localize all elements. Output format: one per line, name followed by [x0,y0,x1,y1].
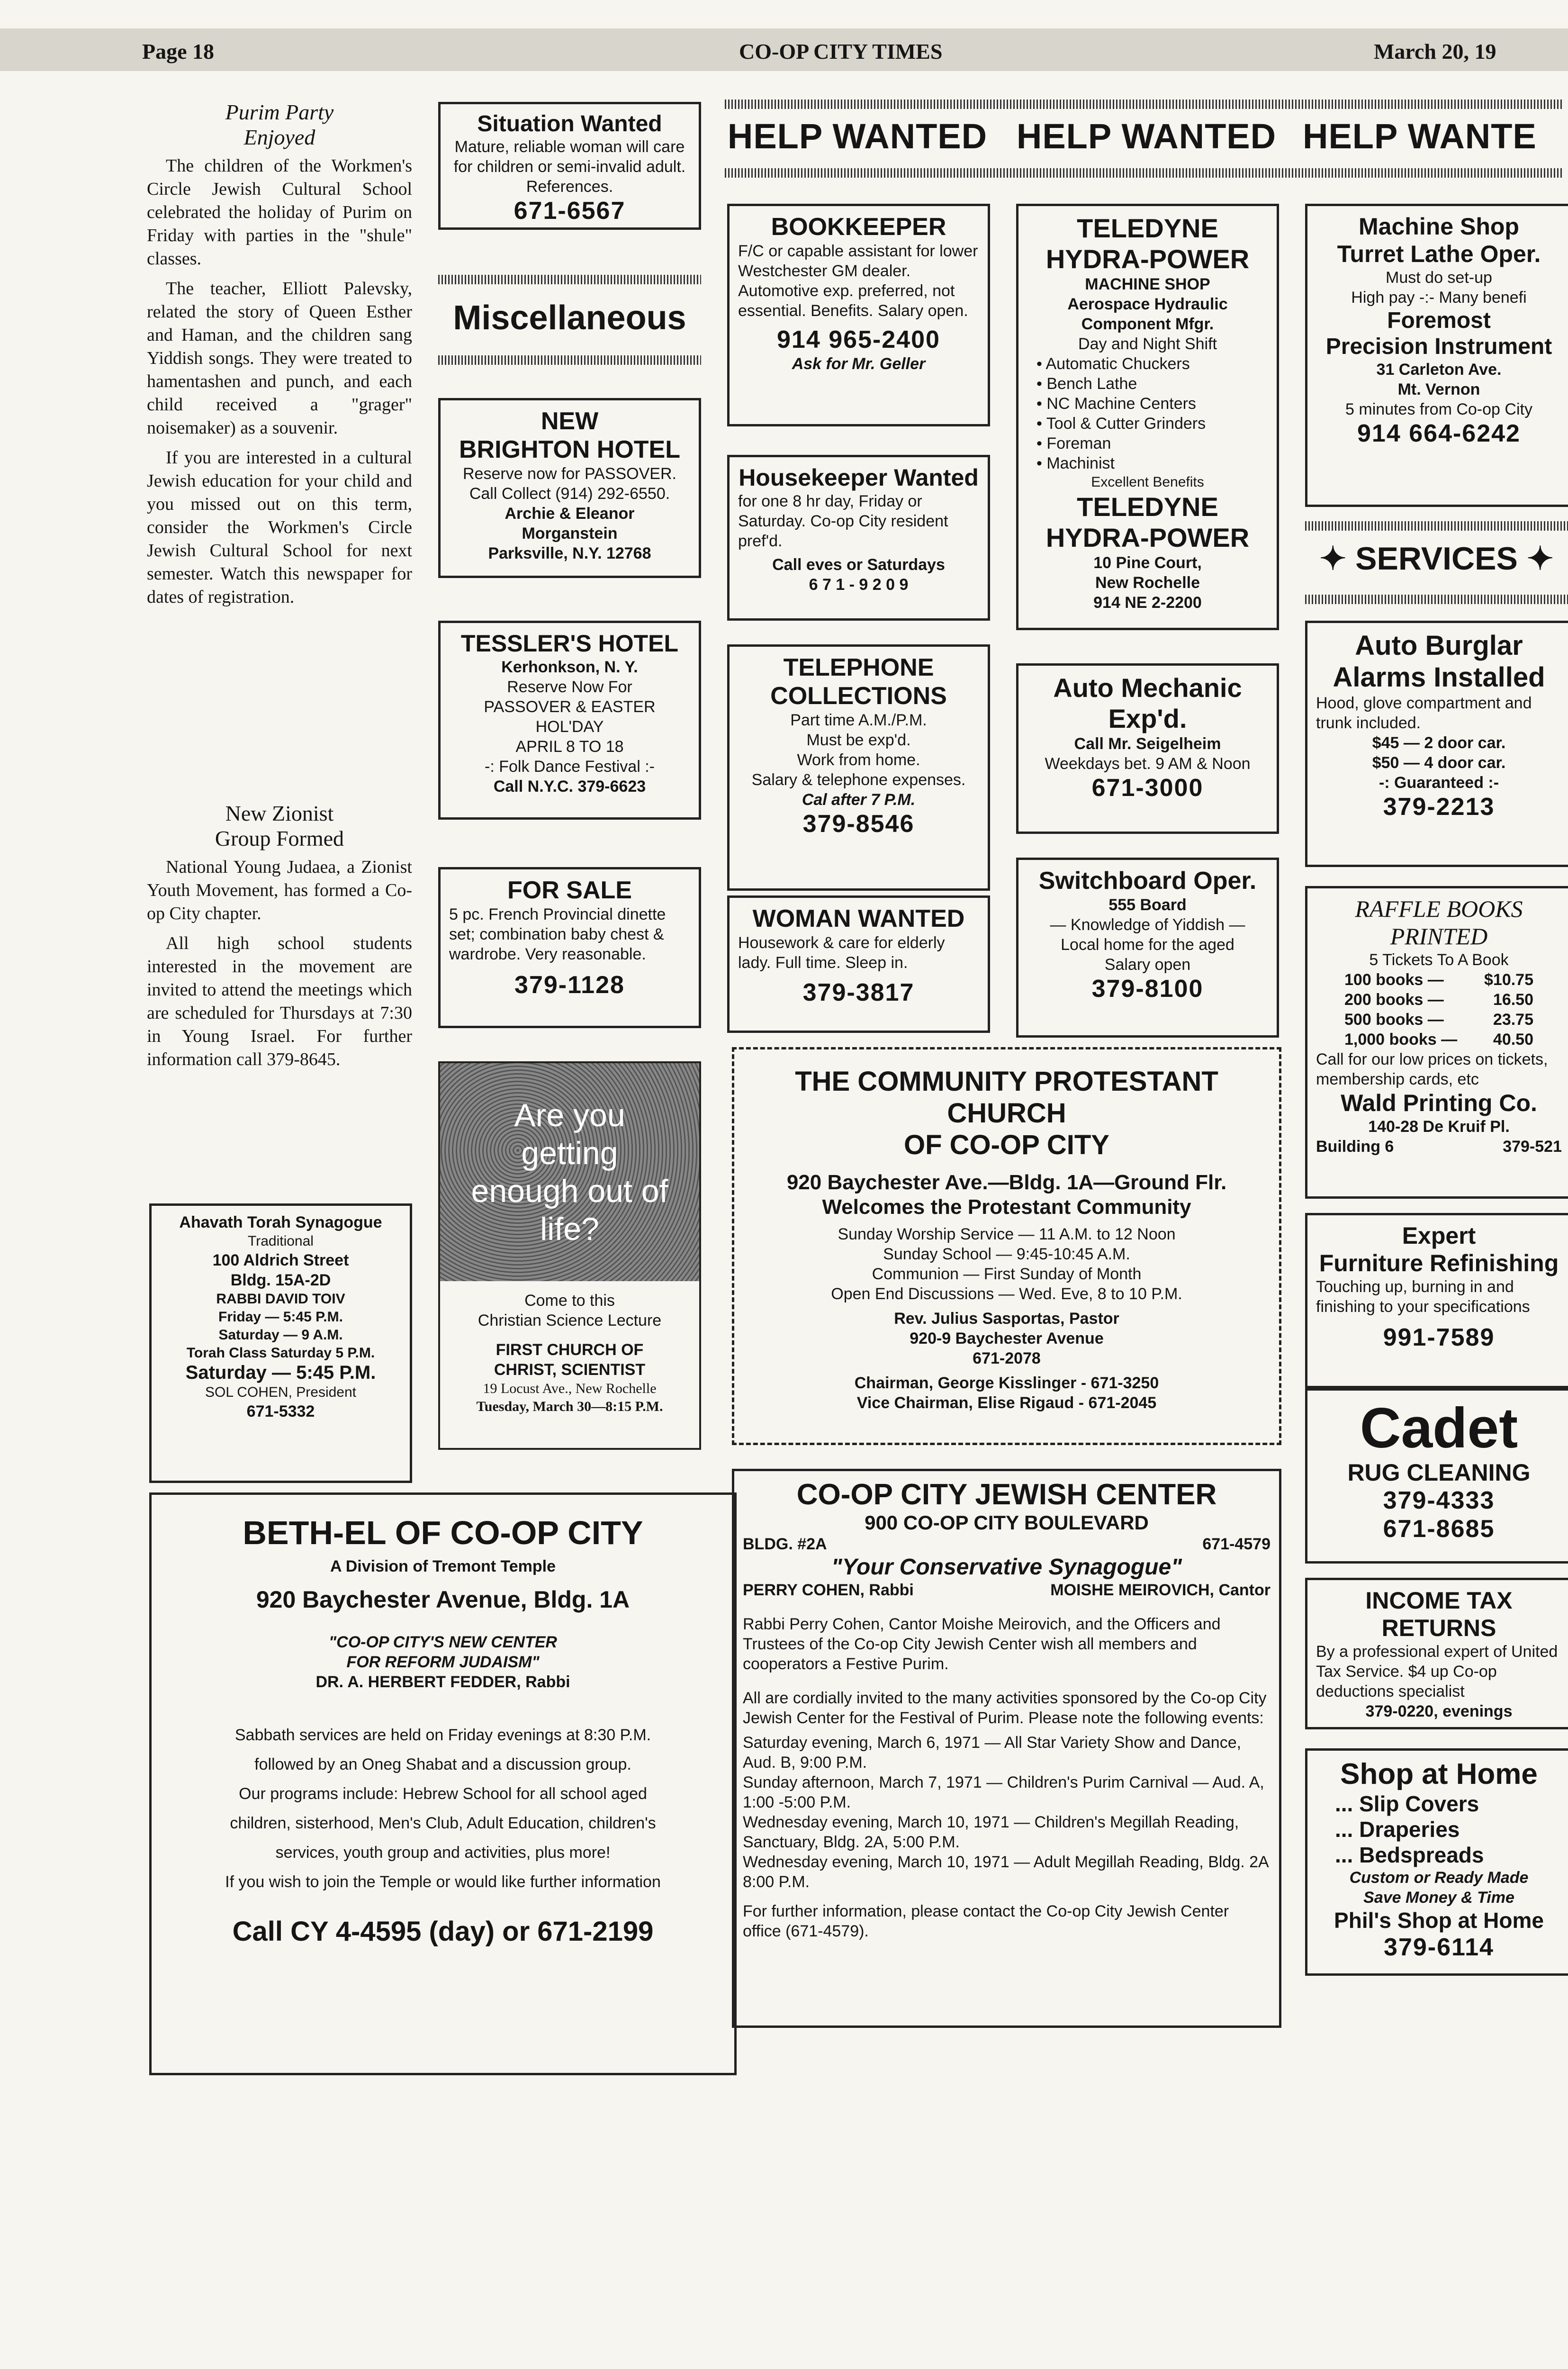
price-row [1316,970,1562,990]
telephone-phone: 379-8546 [802,810,915,838]
price-label: 500 books — [1344,1011,1444,1029]
beth-el-text: Sabbath services are held on Friday evenings at 8:30 P.M. [234,1726,651,1744]
newspaper-name: CO-OP CITY TIMES [739,39,943,63]
science-address: 19 Locust Ave., New Rochelle [483,1381,657,1396]
zionist-paragraph: National Young Judaea, a Zionist Youth Movement, has formed a Co-op City chapter. [147,857,412,923]
teledyne-shift: Day and Night Shift [1078,335,1217,353]
church-welcome: Welcomes the Protestant Community [822,1195,1191,1219]
bookkeeper-title: BOOKKEEPER [771,213,946,241]
mechanic-title: Auto Mechanic [1053,673,1242,703]
raffle-sub: 5 Tickets To A Book [1369,951,1509,969]
help-wanted-heading: HELP WANTE [1303,117,1537,156]
saturday-evening-service: Saturday — 5:45 P.M. [185,1362,376,1383]
situation-wanted-ad [438,102,701,230]
price-row [1316,1010,1562,1030]
jcc-clergy-row [743,1580,1271,1600]
church-chairman: Chairman, George Kisslinger - 671-3250 [854,1374,1159,1392]
church-pastor-phone: 671-2078 [973,1349,1041,1367]
raffle-address: 140-28 De Kruif Pl. [1368,1118,1510,1136]
machine-address: Mt. Vernon [1397,380,1480,398]
machine-title: Turret Lathe Oper. [1337,241,1541,267]
jcc-building-row [743,1534,1271,1554]
brighton-owner: Archie & Eleanor [505,505,635,523]
cadet-phone: 671-8685 [1383,1515,1495,1543]
miscellaneous-heading: Miscellaneous [453,299,686,337]
shop-phone: 379-6114 [1384,1934,1494,1961]
teledyne-title: TELEDYNE [1077,492,1218,522]
services-heading: ✦ SERVICES ✦ [1319,541,1554,577]
telephone-collections-ad [727,644,990,891]
shop-name: Phil's Shop at Home [1334,1908,1544,1933]
telephone-line: Work from home. [797,751,920,769]
furniture-ad [1305,1213,1568,1388]
science-church: FIRST CHURCH OF [496,1341,644,1359]
tax-text: By a professional expert of United Tax Service. $4 up Co-op deductions specialist [1316,1643,1558,1700]
shop-line: Save Money & Time [1363,1889,1514,1907]
cadet-phone: 379-4333 [1383,1487,1495,1514]
brighton-owner: Morganstein [522,524,618,543]
help-wanted-heading: HELP WANTED [727,117,988,156]
tessler-name: TESSLER'S HOTEL [460,630,679,657]
price-row [1316,990,1562,1010]
machine-address: 31 Carleton Ave. [1376,361,1502,379]
switchboard-ad [1016,858,1279,1038]
jcc-event: Wednesday evening, March 10, 1971 — Adult Megillah Reading, Bldg. 2A 8:00 P.M. [743,1853,1268,1891]
tessler-line: APRIL 8 TO 18 [515,738,624,756]
switchboard-title: Switchboard Oper. [1038,867,1257,895]
price-value: $10.75 [1484,971,1533,989]
tessler-phone: Call N.Y.C. 379-6623 [493,778,646,796]
housekeeper-call: Call eves or Saturdays [772,556,945,574]
machine-shop-ad [1305,204,1568,507]
brighton-town: Parksville, N.Y. 12768 [488,544,651,562]
raffle-building-row [1316,1137,1562,1157]
woman-phone: 379-3817 [802,979,915,1006]
divider [1305,521,1568,531]
raffle-company: Wald Printing Co. [1341,1090,1537,1116]
auto-mechanic-ad [1016,663,1279,834]
telephone-line: Must be exp'd. [806,731,911,749]
shop-item: ... Slip Covers [1335,1791,1479,1816]
church-schedule: Sunday Worship Service — 11 A.M. to 12 Noon [838,1225,1176,1243]
tessler-line: PASSOVER & EASTER [484,698,656,716]
purim-paragraph: The teacher, Elliott Palevsky, related the story of Queen Esther and Haman, and the children sang Yiddish songs. They were treated to hamentashen and punch, and each child received a "grager" noisemaker) as a souvenir. [147,279,412,438]
mechanic-hours: Weekdays bet. 9 AM & Noon [1045,755,1251,773]
teledyne-benefits: Excellent Benefits [1091,474,1204,490]
switchboard-board: 555 Board [1108,896,1187,914]
zionist-title-2: Group Formed [215,826,344,850]
telephone-line: Part time A.M./P.M. [790,711,927,729]
housekeeper-text: for one 8 hr day, Friday or Saturday. Co-op City resident pref'd. [738,492,948,550]
beth-el-ad [149,1492,737,2075]
switchboard-line: — Knowledge of Yiddish — [1050,916,1245,934]
machine-title: Machine Shop [1359,213,1519,240]
shop-title: Shop at Home [1340,1758,1538,1790]
teledyne-address: New Rochelle [1095,574,1200,592]
jcc-event: Wednesday evening, March 10, 1971 — Children's Megillah Reading, Sanctuary, Bldg. 2A, 5:00 P.M. [743,1813,1239,1851]
machine-line: 5 minutes from Co-op City [1345,400,1532,418]
teledyne-title: HYDRA-POWER [1045,244,1250,274]
beth-el-text: If you wish to join the Temple or would like further information [225,1873,661,1891]
list-item: • Automatic Chuckers [1036,354,1268,374]
woman-text: Housework & care for elderly lady. Full time. Sleep in. [738,934,945,972]
synagogue-president: SOL COHEN, President [205,1384,356,1400]
raffle-title: PRINTED [1390,923,1488,949]
price-value: 16.50 [1493,991,1533,1009]
purim-title-2: Enjoyed [243,125,315,149]
church-title: THE COMMUNITY PROTESTANT CHURCH [795,1066,1218,1129]
zionist-paragraph: All high school students interested in the movement are invited to attend the meetings which are scheduled for Thursdays at 7:30 in Young Israel. For further information call 379-8645. [147,933,412,1069]
burglar-rate: $45 — 2 door car. [1372,734,1506,752]
divider [438,275,701,284]
machine-line: Must do set-up [1386,269,1492,287]
list-item: • Tool & Cutter Grinders [1036,414,1268,434]
machine-phone: 914 664-6242 [1357,420,1521,447]
church-pastor: Rev. Julius Sasportas, Pastor [894,1310,1119,1328]
list-item: • Bench Lathe [1036,374,1268,394]
jcc-address: 900 CO-OP CITY BOULEVARD [865,1511,1149,1534]
situation-phone: 671-6567 [514,197,626,225]
shop-item: ... Bedspreads [1335,1843,1484,1867]
purim-title-1: Purim Party [225,100,334,124]
saturday-service: Saturday — 9 A.M. [218,1327,343,1343]
telephone-title: COLLECTIONS [770,682,947,710]
beth-el-center: FOR REFORM JUDAISM" [346,1653,540,1671]
page-number: Page 18 [142,39,215,63]
help-wanted-heading: HELP WANTED [1016,117,1277,156]
beth-el-text: followed by an Oneg Shabat and a discussion group. [254,1755,631,1773]
teledyne-address: 10 Pine Court, [1093,554,1202,572]
church-schedule: Sunday School — 9:45-10:45 A.M. [883,1245,1130,1263]
cadet-name: Cadet [1360,1396,1518,1460]
teledyne-ad [1016,204,1279,630]
tessler-line: HOL'DAY [535,718,604,736]
shop-item: ... Draperies [1335,1817,1460,1842]
burglar-rate: $50 — 4 door car. [1372,754,1506,772]
science-headline: Are you getting enough out of life? [471,1097,668,1247]
church-address: 920 Baychester Ave.—Bldg. 1A—Ground Flr. [786,1171,1227,1194]
telephone-line: Salary & telephone expenses. [751,771,966,789]
protestant-church-ad [732,1047,1281,1445]
income-tax-ad [1305,1578,1568,1729]
science-church: CHRIST, SCIENTIST [494,1361,646,1379]
tax-phone: 379-0220, evenings [1365,1702,1513,1720]
divider [725,168,1563,178]
price-label: 100 books — [1344,971,1444,989]
list-item: • Foreman [1036,434,1268,453]
jcc-paragraph: For further information, please contact the Co-op City Jewish Center office (671-4579). [743,1902,1229,1940]
jcc-tagline: "Your Conservative Synagogue" [831,1555,1182,1580]
science-lecture: Christian Science Lecture [478,1311,662,1329]
beth-el-rabbi: DR. A. HERBERT FEDDER, Rabbi [315,1673,570,1691]
teledyne-positions [1036,354,1268,473]
beth-el-center: "CO-OP CITY'S NEW CENTER [329,1633,557,1651]
raffle-call: Call for our low prices on tickets, membership cards, etc [1316,1050,1548,1088]
teledyne-title: HYDRA-POWER [1045,523,1250,552]
raffle-phone: 379-521 [1503,1138,1562,1156]
torah-class: Torah Class Saturday 5 P.M. [186,1345,375,1361]
situation-title: Situation Wanted [477,111,662,136]
bookkeeper-text: F/C or capable assistant for lower Westchester GM dealer. Automotive exp. preferred, not essential. Benefits. Salary open. [738,242,978,320]
price-row [1316,1030,1562,1049]
for-sale-phone: 379-1128 [514,971,625,999]
science-date: Tuesday, March 30—8:15 P.M. [476,1399,663,1414]
tessler-hotel-ad [438,621,701,820]
teledyne-phone: 914 NE 2-2200 [1093,594,1202,612]
furniture-phone: 991-7589 [1383,1324,1495,1351]
mechanic-phone: 671-3000 [1091,774,1204,802]
housekeeper-title: Housekeeper Wanted [739,464,979,491]
bookkeeper-contact: Ask for Mr. Geller [792,355,926,373]
divider [438,355,701,365]
brighton-new: NEW [541,407,599,435]
jcc-paragraph: All are cordially invited to the many activities sponsored by the Co-op City Jewish Center for the Festival of Purim. Please note the following events: [743,1689,1267,1727]
housekeeper-phone: 6 7 1 - 9 2 0 9 [809,576,909,594]
jcc-event: Saturday evening, March 6, 1971 — All Star Variety Show and Dance, Aud. B, 9:00 P.M. [743,1734,1242,1772]
list-item: • Machinist [1036,453,1268,473]
bookkeeper-phone: 914 965-2400 [777,326,940,353]
beth-el-phone: Call CY 4-4595 (day) or 671-2199 [232,1916,654,1947]
telephone-title: TELEPHONE [783,654,934,681]
teledyne-line: Aerospace Hydraulic [1067,295,1228,313]
teledyne-shop: MACHINE SHOP [1085,275,1210,293]
teledyne-line: Component Mfgr. [1081,315,1214,333]
divider [725,99,1563,109]
tax-title: RETURNS [1381,1615,1496,1641]
church-vice-chairman: Vice Chairman, Elise Rigaud - 671-2045 [856,1394,1157,1412]
shop-at-home-ad [1305,1748,1568,1976]
synagogue-address: 100 Aldrich Street [212,1251,349,1269]
synagogue-rabbi: RABBI DAVID TOIV [216,1291,345,1307]
purim-article [147,99,412,609]
mechanic-title: Exp'd. [1108,704,1187,733]
for-sale-title: FOR SALE [507,877,632,904]
shop-line: Custom or Ready Made [1349,1869,1529,1887]
purim-paragraph: If you are interested in a cultural Jewish education for your child and you missed out on this term, consider the Workmen's Circle Jewish Cultural School for next semester. Watch this newspaper for dates of registration. [147,448,412,607]
list-item: • NC Machine Centers [1036,394,1268,414]
photo-panel [440,1063,699,1281]
for-sale-ad [438,867,701,1028]
church-title: OF CO-OP CITY [904,1130,1109,1160]
beth-el-text: children, sisterhood, Men's Club, Adult Education, children's [230,1814,656,1832]
teledyne-title: TELEDYNE [1077,213,1218,243]
price-value: 40.50 [1493,1031,1533,1049]
tessler-line: -: Folk Dance Festival :- [485,758,655,776]
synagogue-building: Bldg. 15A-2D [230,1271,331,1289]
beth-el-text: Our programs include: Hebrew School for all school aged [239,1785,647,1803]
church-pastor-address: 920-9 Baychester Avenue [910,1329,1104,1347]
burglar-guarantee: -: Guaranteed :- [1379,774,1499,792]
synagogue-phone: 671-5332 [246,1402,315,1420]
furniture-text: Touching up, burning in and finishing to your specifications [1316,1278,1530,1316]
jewish-center-ad [732,1469,1281,2028]
burglar-alarm-ad [1305,621,1568,867]
brighton-hotel-ad [438,398,701,578]
tax-title: INCOME TAX [1365,1587,1513,1614]
cadet-sub: RUG CLEANING [1347,1459,1531,1486]
machine-company: Precision Instrument [1325,334,1552,359]
jcc-phone: 671-4579 [1202,1535,1271,1553]
burglar-title: Alarms Installed [1333,662,1545,693]
beth-el-text: services, youth group and activities, plus more! [275,1844,611,1862]
science-come: Come to this [524,1292,615,1310]
issue-date: March 20, 19 [1374,39,1496,63]
switchboard-phone: 379-8100 [1091,975,1204,1003]
beth-el-division: A Division of Tremont Temple [330,1557,556,1575]
telephone-call: Cal after 7 P.M. [802,791,916,809]
church-schedule: Open End Discussions — Wed. Eve, 8 to 10 P.M. [831,1285,1182,1303]
situation-text: Mature, reliable woman will care for children or semi-invalid adult. References. [453,138,686,196]
synagogue-name: Ahavath Torah Synagogue [179,1213,382,1231]
zionist-article [147,801,412,1071]
ahavath-torah-ad [149,1203,412,1483]
church-schedule: Communion — First Sunday of Month [872,1265,1142,1283]
bookkeeper-ad [727,204,990,426]
burglar-phone: 379-2213 [1383,793,1495,821]
price-label: 200 books — [1344,991,1444,1009]
cadet-ad [1305,1388,1568,1564]
burglar-title: Auto Burglar [1355,630,1523,661]
synagogue-type: Traditional [248,1233,314,1249]
machine-company: Foremost [1387,308,1491,333]
jcc-building: BLDG. #2A [743,1535,827,1553]
burglar-text: Hood, glove compartment and trunk included. [1316,694,1532,732]
woman-wanted-ad [727,895,990,1033]
beth-el-address: 920 Baychester Avenue, Bldg. 1A [256,1586,630,1613]
tessler-line: Reserve Now For [507,678,632,696]
brighton-line: Call Collect (914) 292-6550. [469,485,670,503]
jcc-title: CO-OP CITY JEWISH CENTER [796,1478,1217,1511]
price-value: 23.75 [1493,1011,1533,1029]
jcc-rabbi: PERRY COHEN, Rabbi [743,1581,914,1599]
friday-service: Friday — 5:45 P.M. [218,1309,343,1325]
raffle-title: RAFFLE BOOKS [1355,895,1523,922]
woman-title: WOMAN WANTED [752,905,965,932]
tessler-town: Kerhonkson, N. Y. [501,658,638,676]
brighton-name: BRIGHTON HOTEL [459,436,681,463]
jcc-cantor: MOISHE MEIROVICH, Cantor [1050,1581,1271,1599]
furniture-title: Furniture Refinishing [1319,1250,1559,1276]
mechanic-call: Call Mr. Seigelheim [1074,735,1221,753]
switchboard-line: Local home for the aged [1061,936,1235,954]
raffle-books-ad [1305,886,1568,1199]
purim-paragraph: The children of the Workmen's Circle Jewish Cultural School celebrated the holiday of Purim on Friday with parties in the "shule" classes. [147,156,412,269]
jcc-event: Sunday afternoon, March 7, 1971 — Children's Purim Carnival — Aud. A, 1:00 -5:00 P.M. [743,1773,1264,1811]
zionist-title-1: New Zionist [225,801,334,825]
christian-science-ad [438,1061,701,1450]
jcc-paragraph: Rabbi Perry Cohen, Cantor Moishe Meirovich, and the Officers and Trustees of the Co-op City Jewish Center wish all members and cooperators a Festive Purim. [743,1615,1221,1673]
price-label: 1,000 books — [1344,1031,1458,1049]
machine-line: High pay -:- Many benefi [1351,289,1527,307]
housekeeper-ad [727,455,990,621]
furniture-title: Expert [1402,1222,1476,1249]
brighton-line: Reserve now for PASSOVER. [463,465,676,483]
raffle-building: Building 6 [1316,1138,1394,1156]
beth-el-title: BETH-EL OF CO-OP CITY [243,1514,643,1551]
for-sale-text: 5 pc. French Provincial dinette set; combination baby chest & wardrobe. Very reasonable. [449,905,666,963]
switchboard-line: Salary open [1104,956,1191,974]
divider [1305,595,1568,604]
